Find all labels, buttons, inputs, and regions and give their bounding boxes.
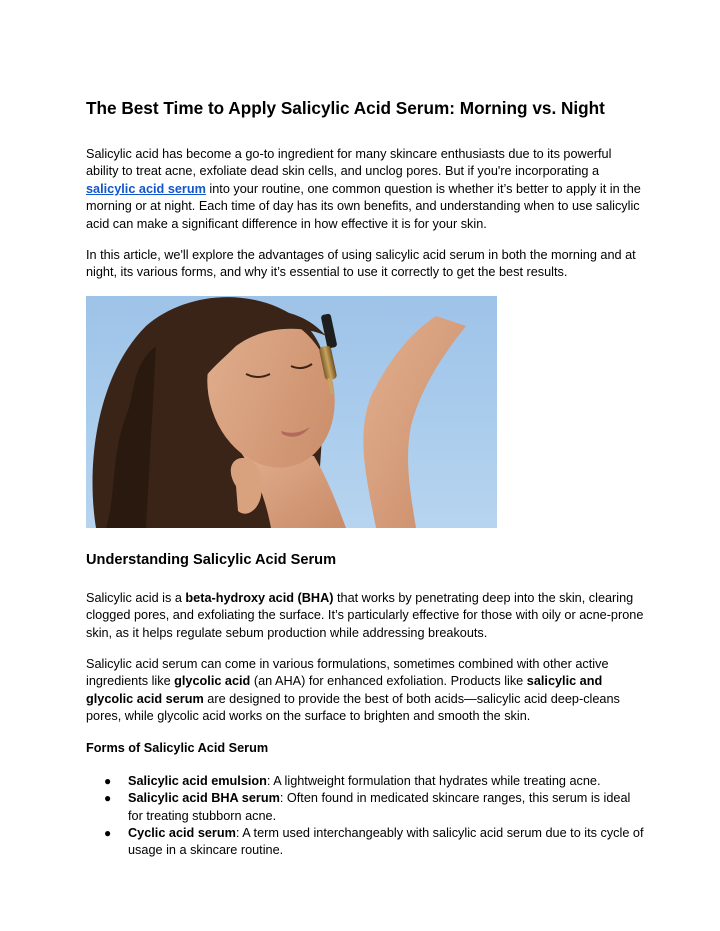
list-item [86, 825, 646, 860]
serum-photo-illustration [86, 296, 497, 528]
bullet-icon: ● [104, 791, 112, 806]
s1p2-text-c: are designed to provide the best of both acids—salicylic acid deep-cleans pores, while glycolic acid works on the surface to brighten and smooth the skin. [86, 691, 620, 724]
s1p2-text-b: (an AHA) for enhanced exfoliation. Products like [250, 674, 527, 689]
section-heading-understanding: Understanding Salicylic Acid Serum [86, 551, 337, 568]
article-body [86, 96, 646, 860]
glycolic-acid-term: glycolic acid [174, 674, 251, 689]
section1-paragraph-2 [86, 656, 646, 726]
list-item-description: : A lightweight formulation that hydrates while treating acne. [266, 773, 601, 788]
bullet-icon: ● [104, 825, 112, 840]
salicylic-glycolic-serum-term: salicylic and glycolic acid serum [86, 674, 603, 706]
woman-applying-serum-image [86, 296, 497, 528]
section1-paragraph-1 [86, 590, 646, 642]
s1p2-text-a: Salicylic acid serum can come in various formulations, sometimes combined with other active ingredients like [86, 657, 609, 689]
salicylic-acid-serum-link[interactable]: salicylic acid serum [86, 181, 206, 196]
intro-text-b: into your routine, one common question is whether it’s better to apply it in the morning or at night. Each time of day has its own benefits, and understanding when to use salicylic acid can make a significant difference in how effective it is for your skin. [86, 181, 641, 231]
forms-heading: Forms of Salicylic Acid Serum [86, 740, 269, 755]
bha-term: beta-hydroxy acid (BHA) [185, 590, 334, 605]
intro-paragraph-1 [86, 146, 646, 233]
list-item [86, 773, 646, 790]
list-item [86, 790, 646, 825]
s1p1-text-a: Salicylic acid is a [86, 590, 186, 605]
list-item-description: : A term used interchangeably with salicylic acid serum due to its cycle of usage in a skincare routine. [128, 825, 644, 858]
list-item-term: Salicylic acid BHA serum [128, 791, 280, 806]
intro-paragraph-2: In this article, we'll explore the advantages of using salicylic acid serum in both the morning and at night, its various forms, and why it’s essential to use it correctly to get the best results. [86, 248, 636, 280]
article-title: The Best Time to Apply Salicylic Acid Serum: Morning vs. Night [86, 98, 605, 118]
intro-text-a: Salicylic acid has become a go-to ingredient for many skincare enthusiasts due to its powerful ability to treat acne, exfoliate dead skin cells, and unclog pores. But if you're incorporating a [86, 147, 612, 179]
list-item-term: Cyclic acid serum [128, 825, 236, 840]
list-item-term: Salicylic acid emulsion [128, 773, 267, 788]
list-item-description: : Often found in medicated skincare ranges, this serum is ideal for treating stubborn acne. [128, 791, 631, 823]
bullet-icon: ● [104, 773, 112, 788]
s1p1-text-b: that works by penetrating deep into the skin, clearing clogged pores, and exfoliating the surface. It’s particularly effective for those with oily or acne-prone skin, as it helps regulate sebum production while addressing breakouts. [86, 590, 644, 640]
forms-list [86, 773, 646, 860]
